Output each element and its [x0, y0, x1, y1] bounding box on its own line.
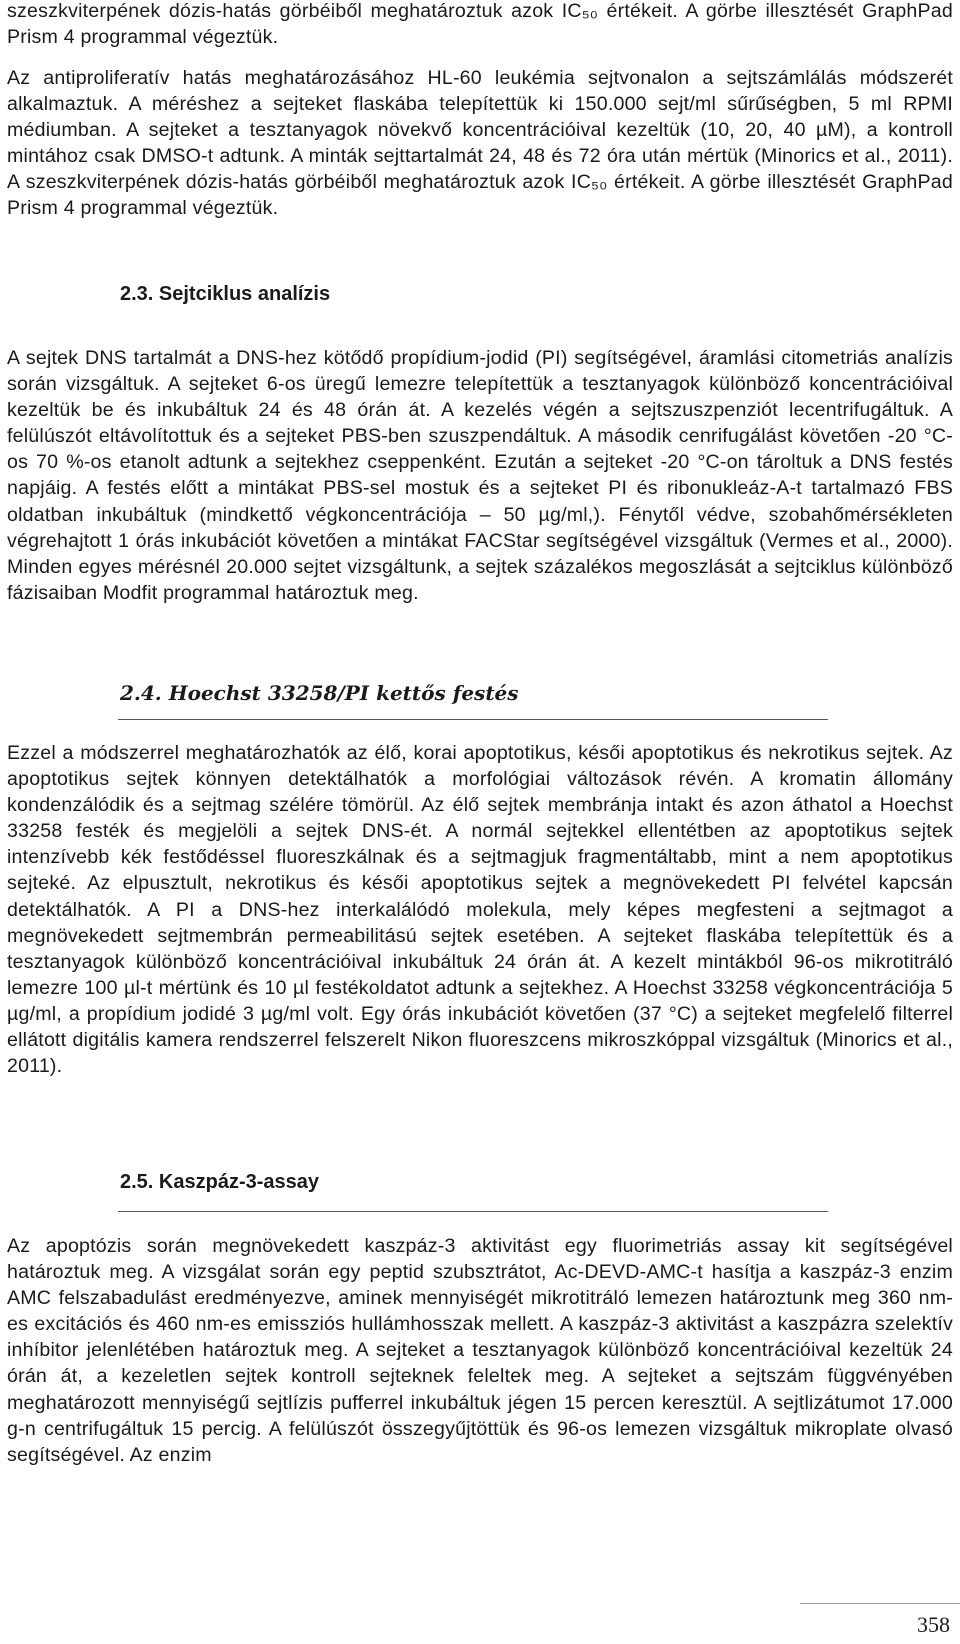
heading-underline [118, 1211, 828, 1212]
page-number-rule [800, 1603, 960, 1604]
section-heading-2-5: 2.5. Kaszpáz-3-assay [120, 1171, 320, 1193]
page-number: 358 [917, 1612, 950, 1637]
section-heading-2-3: 2.3. Sejtciklus analízis [120, 283, 331, 305]
paragraph-caspase: Az apoptózis során megnövekedett kaszpáz-3 aktivitást egy fluorimetriás assay kit segítségével határoztuk meg. A vizsgálat során egy peptid szubsztrátot, Ac-DEVD-AMC-t hasítja a kaszpáz-3 enzim AMC felszabadulást eredményezve, aminek mennyiségét mikrotitráló lemezen határoztunk meg 360 nm-es excitációs és 460 nm-es emissziós hullámhosszak mellett. A kaszpáz-3 aktivitást a kaszpázra szelektív inhíbitor jelenlétében határoztuk meg. A sejteket a tesztanyagok különböző koncentrációival kezeltük 24 órán át, a kezeletlen sejtek kontroll sejteknek feleltek meg. A sejteket a sejtszám függvényében meghatározott mennyiségű sejtlízis pufferrel inkubáltuk jégen 15 percen keresztül. A sejtlizátumot 17.000 g-n centrifugáltuk 15 percig. A felülúszót összegyűjtöttük és 96-os lemezen vizsgáltuk mikroplate olvasó segítségével. Az enzim [7, 1235, 953, 1466]
paragraph-cell-cycle: A sejtek DNS tartalmát a DNS-hez kötődő propídium-jodid (PI) segítségével, áramlási citometriás analízis során vizsgáltuk. A sejteket 6-os üregű lemezre telepítettük a tesztanyagok különböző koncentrációival kezeltük be és inkubáltuk 24 és 48 órán át. A kezelés végén a sejtszuszpenziót lecentrifugáltuk. A felülúszót eltávolítottuk és a sejteket PBS-ben szuszpendáltuk. A második cenrifugálást követően -20 °C-os 70 %-os etanolt adtunk a sejtekhez cseppenként. Ezután a sejteket -20 °C-on tároltuk a DNS festés napjáig. A festés előtt a mintákat PBS-sel mostuk és a sejteket PI és ribonukleáz-A-t tartalmazó FBS oldatban inkubáltuk (mindkettő végkoncentrációja – 50 µg/ml,). Fénytől védve, szobahőmérsékleten végrehajtott 1 órás inkubációt követően a mintákat FACStar segítségével vizsgáltuk (Vermes et al., 2000). Minden egyes mérésnél 20.000 sejtet vizsgáltunk, a sejtek százalékos megoszlását a sejtciklus különböző fázisaiban Modfit programmal határoztuk meg. [7, 347, 953, 604]
section-heading-2-4: 2.4. Hoechst 33258/PI kettős festés [120, 681, 519, 705]
heading-underline [118, 719, 828, 720]
paragraph-hoechst: Ezzel a módszerrel meghatározhatók az élő, korai apoptotikus, késői apoptotikus és nekrotikus sejtek. Az apoptotikus sejtek könnyen detektálhatók a morfológiai változások révén. A kromatin állomány kondenzálódik és a sejtmag szélére tömörül. Az élő sejtek membránja intakt és azon áthatol a Hoechst 33258 festék és megjelöli a sejtek DNS-ét. A normál sejtekkel ellentétben az apoptotikus sejtek intenzívebb kék festődéssel fluoreszkálnak és a sejtmagjuk fragmentáltabb, mint a nem apoptotikus sejteké. Az elpusztult, nekrotikus és késői apoptotikus sejtek a megnövekedett PI felvétel kapcsán detektálhatók. A PI a DNS-hez interkalálódó molekula, mely képes megfesteni a sejtmagot a megnövekedett sejtmembrán permeabilitású sejtek esetében. A sejteket flaskába telepítettük és a tesztanyagok különböző koncentrációival inkubáltuk 24 órán át. A kezelt mintákból 96-os mikrotitráló lemezre 100 µl-t mértünk és 10 µl festékoldatot adtunk a sejtekhez. A Hoechst 33258 végkoncentrációja 5 µg/ml, a propídium jodidé 3 µg/ml volt. Egy órás inkubációt követően (37 °C) a sejteket megfelelő filterrel ellátott digitális kamera rendszerrel felszerelt Nikon fluoreszcens mikroszkóppal vizsgáltuk (Minorics et al., 2011). [7, 742, 953, 1078]
paragraph-antiproliferative: Az antiproliferatív hatás meghatározásához HL-60 leukémia sejtvonalon a sejtszámlálás módszerét alkalmaztuk. A méréshez a sejteket flaskába telepítettük ki 150.000 sejt/ml sűrűségben, 5 ml RPMI médiumban. A sejteket a tesztanyagok növekvő koncentrációival kezeltük (10, 20, 40 µM), a kontroll mintához csak DMSO-t adtunk. A minták sejttartalmát 24, 48 és 72 óra után mértük (Minorics et al., 2011). A szeszkviterpének dózis-hatás görbéiből meghatároztuk azok IC₅₀ értékeit. A görbe illesztését GraphPad Prism 4 programmal végeztük. [7, 67, 953, 220]
paragraph-intro: szeszkviterpének dózis-hatás görbéiből meghatároztuk azok IC₅₀ értékeit. A görbe illesztését GraphPad Prism 4 programmal végeztük. [7, 0, 953, 49]
